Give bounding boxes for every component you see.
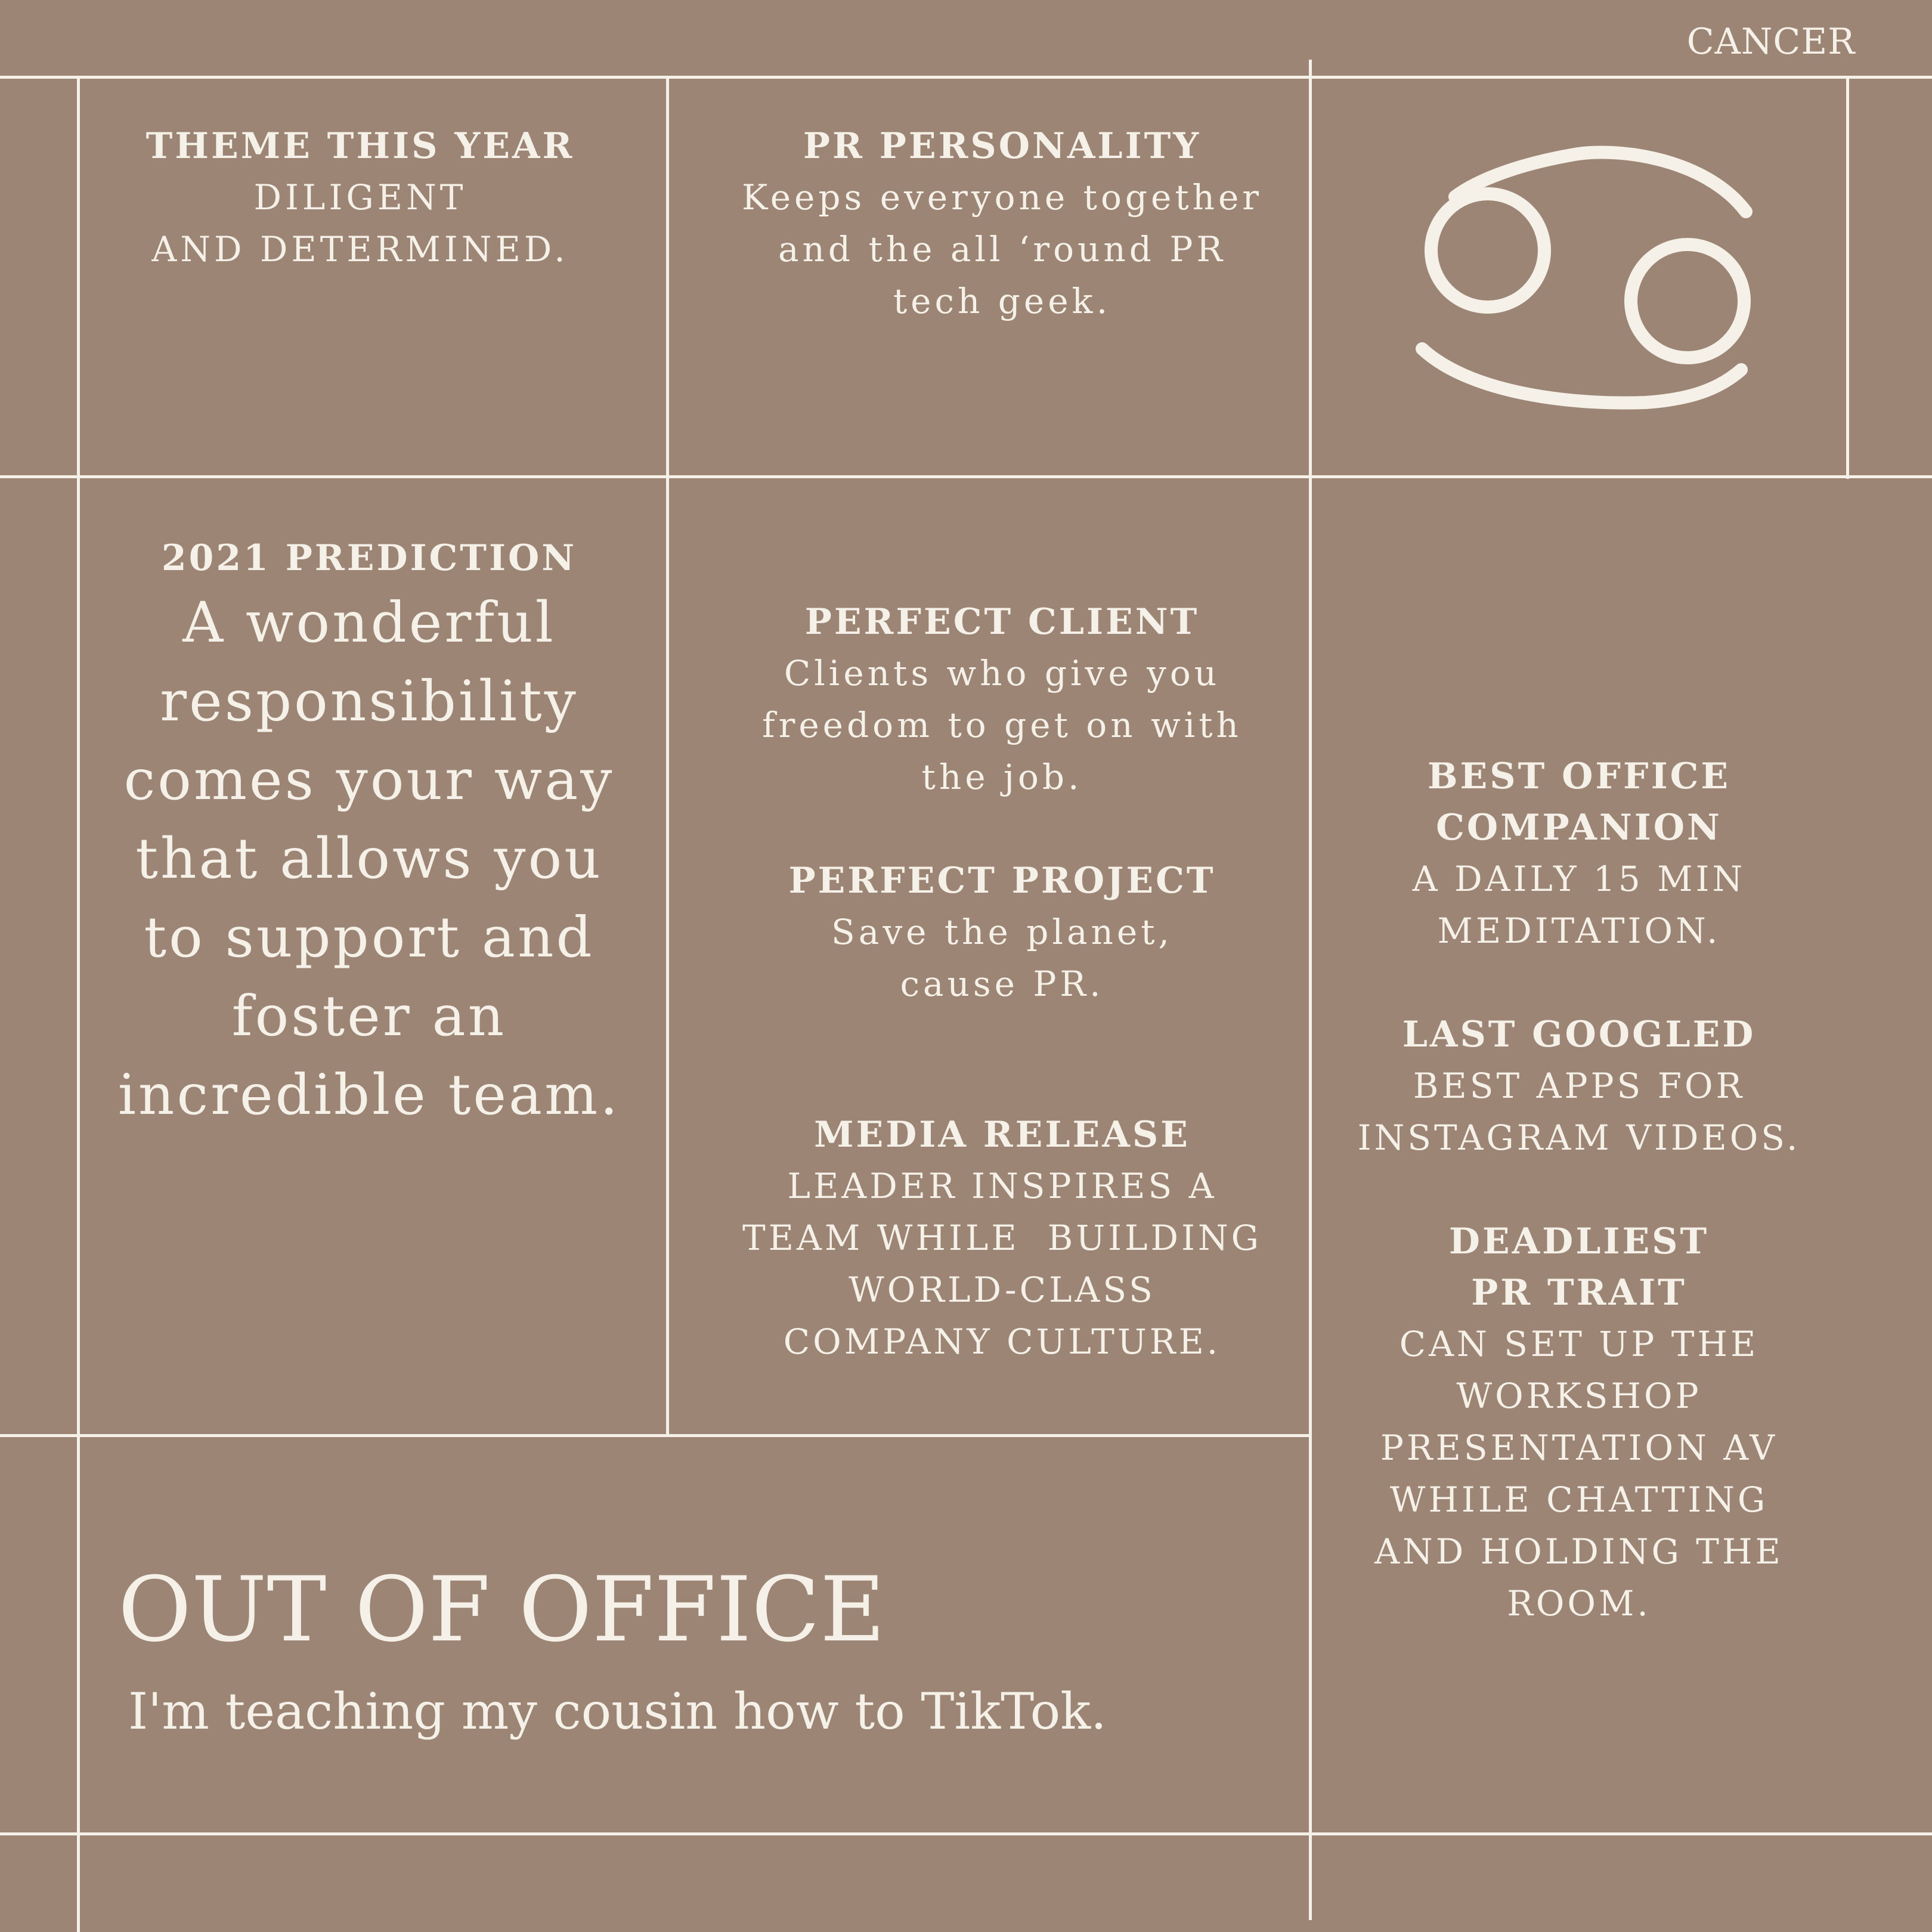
companion-heading-2: COMPANION <box>1436 807 1722 849</box>
client-line-3: the job. <box>921 757 1083 797</box>
spacer <box>1312 1164 1846 1216</box>
client-line-1: Clients who give you <box>784 653 1221 693</box>
theme-heading: THEME THIS YEAR <box>145 125 575 167</box>
prediction-heading: 2021 PREDICTION <box>161 537 577 579</box>
trait-line-4: WHILE CHATTING <box>1389 1479 1769 1520</box>
personality-line-2: and the all ‘round PR <box>778 229 1227 270</box>
theme-section <box>80 120 640 275</box>
client-project-section <box>669 596 1335 1010</box>
media-release-section <box>669 1109 1335 1368</box>
companion-heading-1: BEST OFFICE <box>1427 756 1731 797</box>
trait-heading-2: PR TRAIT <box>1471 1272 1687 1314</box>
client-line-2: freedom to get on with <box>762 705 1242 745</box>
googled-heading: LAST GOOGLED <box>1402 1014 1756 1055</box>
prediction-line-1: A wonderful <box>182 590 556 655</box>
personality-section <box>669 120 1335 327</box>
theme-line-1: DILIGENT <box>253 177 467 218</box>
trait-line-2: WORKSHOP <box>1456 1376 1702 1416</box>
companion-line-1: A DAILY 15 MIN <box>1412 859 1746 899</box>
out-of-office-text: I'm teaching my cousin how to TikTok. <box>128 1682 1107 1741</box>
prediction-line-6: foster an <box>231 984 507 1049</box>
prediction-line-5: to support and <box>144 905 595 970</box>
grid-line-row3 <box>0 1434 1312 1437</box>
project-heading: PERFECT PROJECT <box>788 860 1216 902</box>
media-line-1: LEADER INSPIRES A <box>787 1166 1217 1206</box>
media-line-3: WORLD-CLASS <box>849 1270 1156 1310</box>
googled-line-2: INSTAGRAM VIDEOS. <box>1357 1117 1801 1158</box>
cancer-zodiac-icon <box>1312 78 1849 477</box>
prediction-line-3: comes your way <box>123 748 615 813</box>
media-line-4: COMPANY CULTURE. <box>783 1321 1221 1362</box>
corner-label: CANCER <box>1686 21 1856 63</box>
personality-line-3: tech geek. <box>893 281 1111 321</box>
googled-line-1: BEST APPS FOR <box>1413 1066 1745 1106</box>
companion-line-2: MEDITATION. <box>1437 911 1721 951</box>
trait-line-5: AND HOLDING THE <box>1374 1531 1784 1572</box>
prediction-line-4: that allows you <box>135 826 603 891</box>
prediction-line-2: responsibility <box>160 669 578 734</box>
theme-line-2: AND DETERMINED. <box>151 229 569 270</box>
media-line-2: TEAM WHILE BUILDING <box>742 1218 1262 1258</box>
project-line-2: cause PR. <box>900 964 1104 1004</box>
spacer <box>669 803 1335 855</box>
project-line-1: Save the planet, <box>831 912 1173 952</box>
personality-line-1: Keeps everyone together <box>741 177 1263 218</box>
prediction-line-7: incredible team. <box>117 1063 621 1128</box>
prediction-section <box>80 532 658 1135</box>
trait-line-1: CAN SET UP THE <box>1399 1324 1759 1364</box>
trait-line-6: ROOM. <box>1507 1583 1651 1624</box>
client-heading: PERFECT CLIENT <box>804 601 1200 643</box>
trait-heading-1: DEADLIEST <box>1448 1221 1710 1262</box>
personality-heading: PR PERSONALITY <box>803 125 1202 167</box>
grid-line-bottom <box>0 1832 1932 1835</box>
right-column-section <box>1312 751 1846 1630</box>
media-heading: MEDIA RELEASE <box>814 1114 1190 1156</box>
trait-line-3: PRESENTATION AV <box>1380 1428 1778 1468</box>
out-of-office-title: OUT OF OFFICE <box>118 1558 886 1662</box>
spacer <box>1312 957 1846 1009</box>
